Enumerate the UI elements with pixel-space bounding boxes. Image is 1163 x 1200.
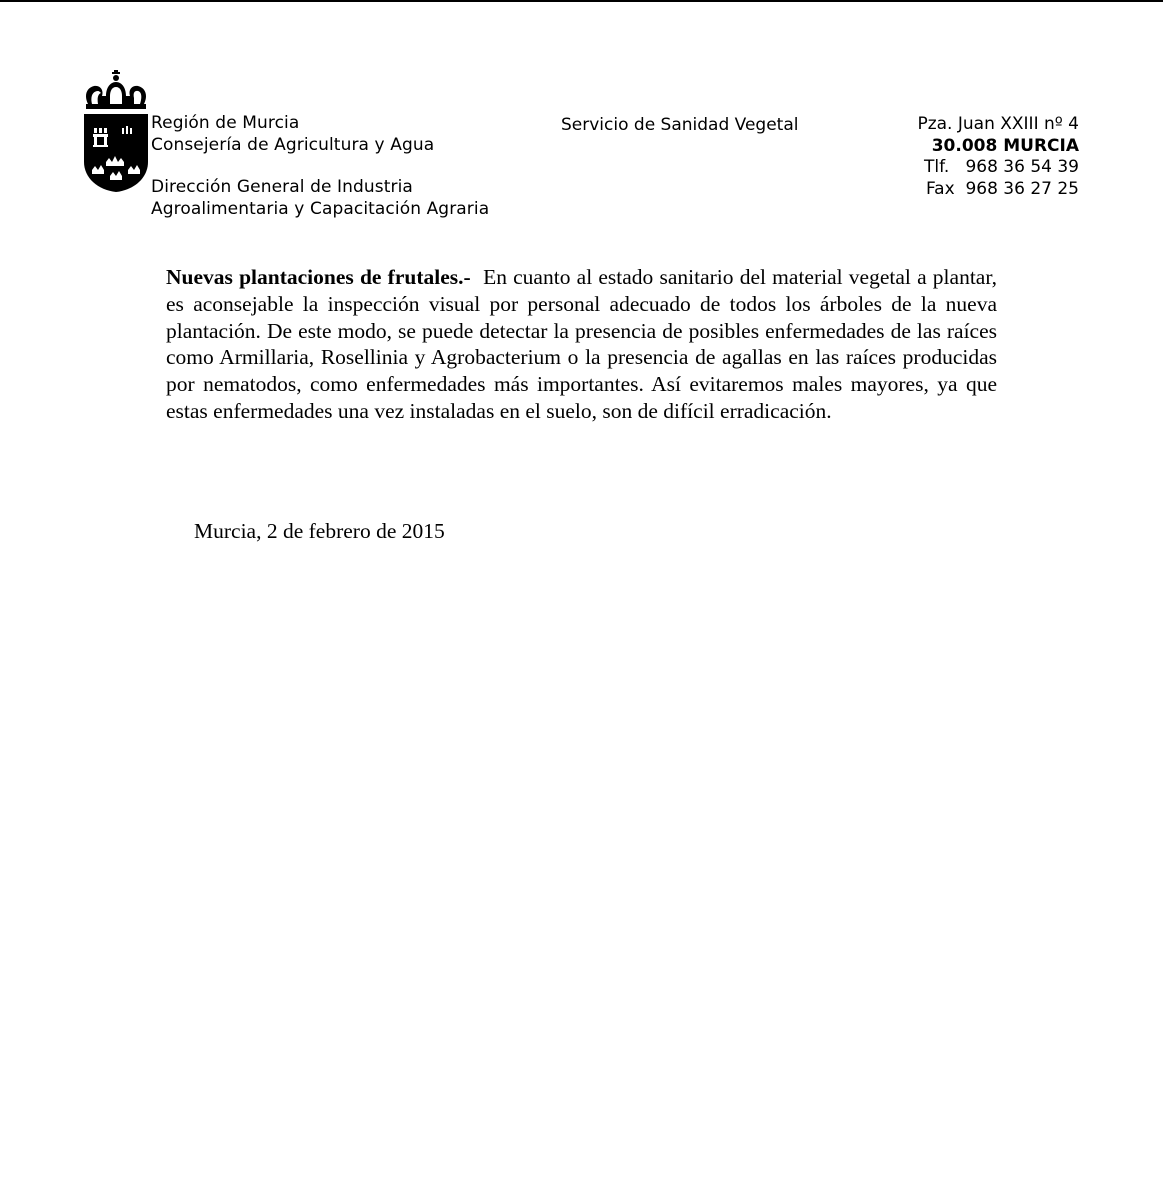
org-line-region: Región de Murcia [151, 113, 300, 133]
paragraph-text: En cuanto al estado sanitario del material vegetal a plantar, es aconsejable la inspección visual por personal adecuado de todos los árboles de la nueva plantación. De este modo, se puede detectar la presencia de posibles enfermedades de las raíces como Armillaria, Rosellinia y Agrobacterium o la presencia de agallas en las raíces producidas por nematodos, como enfermedades más importantes. Así evitaremos males mayores, ya que estas enfermedades una vez instaladas en el suelo, son de difícil erradicación. [166, 265, 998, 423]
body-paragraph [166, 264, 997, 425]
address-phone: Tlf. 968 36 54 39 [923, 157, 1079, 177]
address-street: Pza. Juan XXIII nº 4 [917, 114, 1079, 134]
address-fax: Fax 968 36 27 25 [925, 178, 1079, 199]
org-line-direccion: Dirección General de Industria [151, 177, 413, 197]
organization-block [151, 112, 489, 220]
top-rule [0, 0, 1163, 2]
address-block [917, 114, 1079, 200]
place-date: Murcia, 2 de febrero de 2015 [194, 519, 445, 543]
org-line-consejeria: Consejería de Agricultura y Agua [151, 135, 435, 155]
org-line-agroalimentaria: Agroalimentaria y Capacitación Agraria [151, 199, 490, 219]
address-city: 30.008 MURCIA [931, 135, 1079, 156]
section-heading: Nuevas plantaciones de frutales.- [166, 265, 471, 289]
service-name: Servicio de Sanidad Vegetal [561, 115, 799, 135]
region-murcia-crest-icon [82, 70, 150, 194]
